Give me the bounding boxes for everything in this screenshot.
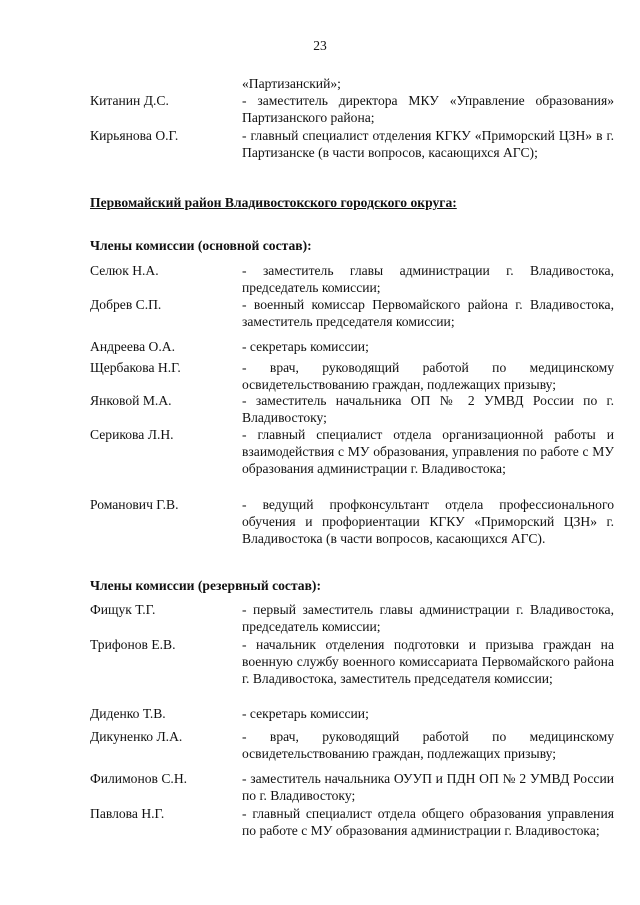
member-role: - врач, руководящий работой по медицинскому освидетельствованию граждан, подлежащих призыву; [242,360,614,392]
member-role: - главный специалист отделения КГКУ «Приморский ЦЗН» в г. Партизанске (в части вопросов, касающихся АГС); [242,128,614,160]
member-name: Серикова Л.Н. [90,427,174,442]
member-role: - заместитель начальника ОУУП и ПДН ОП № 2 УМВД России по г. Владивостоку; [242,771,614,803]
member-role: - врач, руководящий работой по медицинскому освидетельствованию граждан, подлежащих призыву; [242,729,614,761]
member-name: Филимонов С.Н. [90,771,188,786]
member-role: - заместитель начальника ОП № 2 УМВД России по г. Владивостоку; [242,393,614,425]
entry-continuation: «Партизанский»; [242,76,341,91]
member-role: - начальник отделения подготовки и призыва граждан на военную службу военного комиссариата Первомайского района г. Владивостока, заместитель председателя комиссии; [242,637,614,686]
member-name: Андреева О.А. [90,339,175,354]
member-name: Янковой М.А. [90,393,172,408]
member-role: - главный специалист отдела организационной работы и взаимодействия с МУ образования, управления по работе с МУ образования администрации г. Владивостока; [242,427,614,476]
reserve-composition-heading: Члены комиссии (резервный состав): [90,578,321,593]
member-name: Павлова Н.Г. [90,806,165,821]
member-role: - заместитель главы администрации г. Владивостока, председатель комиссии; [242,263,614,295]
member-role: - заместитель директора МКУ «Управление образования» Партизанского района; [242,93,614,125]
page-number: 23 [313,38,327,53]
member-role: - военный комиссар Первомайского района г. Владивостока, заместитель председателя комиссии; [242,297,614,329]
member-name: Китанин Д.С. [90,93,169,108]
member-name: Романович Г.В. [90,497,179,512]
member-name: Добрев С.П. [90,297,162,312]
member-role: - ведущий профконсультант отдела профессионального обучения и профориентации КГКУ «Приморский ЦЗН» г. Владивостока (в части вопросов, касающихся АГС). [242,497,614,546]
member-role: - секретарь комиссии; [242,339,369,354]
member-name: Трифонов Е.В. [90,637,176,652]
member-name: Кирьянова О.Г. [90,128,179,143]
member-role: - главный специалист отдела общего образования управления по работе с МУ образования администрации г. Владивостока; [242,806,614,838]
member-role: - секретарь комиссии; [242,706,369,721]
member-role: - первый заместитель главы администрации г. Владивостока, председатель комиссии; [242,602,614,634]
member-name: Селюк Н.А. [90,263,159,278]
member-name: Диденко Т.В. [90,706,166,721]
member-name: Щербакова Н.Г. [90,360,181,375]
member-name: Фищук Т.Г. [90,602,156,617]
main-composition-heading: Члены комиссии (основной состав): [90,238,312,253]
district-heading: Первомайский район Владивостокского городского округа: [90,195,457,210]
member-name: Дикуненко Л.А. [90,729,183,744]
